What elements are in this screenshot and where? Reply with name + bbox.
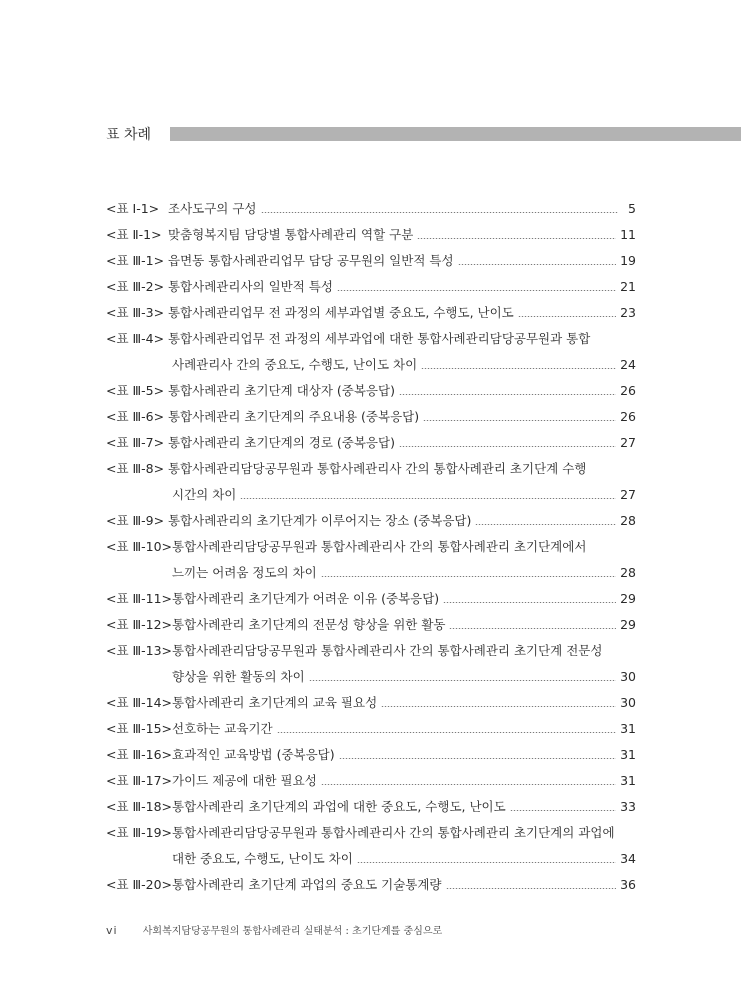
table-number: <표 Ⅲ-5> (106, 383, 165, 398)
toc-entry[interactable] (106, 742, 636, 768)
toc-entry[interactable] (106, 326, 636, 378)
table-number: <표 Ⅲ-11> (106, 591, 173, 606)
page-ref: 19 (620, 253, 636, 268)
dot-leader (399, 446, 616, 447)
dot-leader (337, 290, 616, 291)
dot-leader (339, 758, 616, 759)
table-title: 읍면동 통합사례관리업무 담당 공무원의 일반적 특성 (168, 253, 454, 268)
page-ref: 29 (620, 591, 636, 606)
toc-entry[interactable] (106, 300, 636, 326)
toc-entry-continuation (106, 482, 636, 508)
page-ref: 33 (620, 799, 636, 814)
toc-entry[interactable] (106, 586, 636, 612)
table-number: <표 Ⅲ-9> (106, 513, 165, 528)
dot-leader (381, 706, 616, 707)
toc-entry-line (106, 326, 636, 352)
table-title: 통합사례관리담당공무원과 통합사례관리사 간의 통합사례관리 초기단계의 과업에 (172, 825, 615, 840)
table-title: 통합사례관리 초기단계의 전문성 향상을 위한 활동 (172, 617, 446, 632)
table-title: 선호하는 교육기간 (172, 721, 273, 736)
toc-entry-line (106, 430, 636, 456)
page-title: 표 차례 (106, 127, 152, 143)
toc-entry[interactable] (106, 404, 636, 430)
page-ref: 34 (620, 851, 636, 866)
toc-entry-line (106, 456, 636, 482)
toc-entry-line (106, 820, 636, 846)
toc-entry[interactable] (106, 638, 636, 690)
toc-entry[interactable] (106, 378, 636, 404)
dot-leader (357, 862, 616, 863)
dot-leader (475, 524, 616, 525)
running-title: 사회복지담당공무원의 통합사례관리 실태분석 : 초기단계를 중심으로 (142, 926, 443, 937)
table-number: <표 Ⅲ-6> (106, 409, 165, 424)
table-title: 통합사례관리담당공무원과 통합사례관리사 간의 통합사례관리 초기단계 수행 (168, 461, 587, 476)
heading-bar (170, 127, 741, 141)
dot-leader (423, 420, 616, 421)
toc-entry-line (106, 794, 636, 820)
table-list (106, 196, 636, 898)
page-ref: 23 (620, 305, 636, 320)
table-title: 통합사례관리 초기단계 과업의 중요도 기술통계량 (172, 877, 442, 892)
dot-leader (446, 888, 617, 889)
toc-entry[interactable] (106, 196, 636, 222)
table-title: 통합사례관리사의 일반적 특성 (168, 279, 333, 294)
toc-entry[interactable] (106, 768, 636, 794)
table-title: 통합사례관리 초기단계의 주요내용 (중복응답) (168, 409, 420, 424)
table-title: 효과적인 교육방법 (중복응답) (172, 747, 335, 762)
dot-leader (240, 498, 616, 499)
toc-entry-continuation (106, 352, 636, 378)
table-title: 통합사례관리 초기단계의 과업에 대한 중요도, 수행도, 난이도 (172, 799, 506, 814)
dot-leader (443, 602, 616, 603)
table-number: <표 Ⅲ-19> (106, 825, 173, 840)
page-ref: 27 (620, 487, 636, 502)
table-title: 통합사례관리 초기단계가 어려운 이유 (중복응답) (172, 591, 440, 606)
page-ref: 11 (620, 227, 636, 242)
toc-entry-continuation (106, 560, 636, 586)
toc-entry[interactable] (106, 274, 636, 300)
table-number: <표 Ⅲ-10> (106, 539, 173, 554)
table-title: 느끼는 어려움 정도의 차이 (172, 565, 317, 580)
dot-leader (399, 394, 616, 395)
page-ref: 28 (620, 513, 636, 528)
page-ref: 24 (620, 357, 636, 372)
table-title: 통합사례관리업무 전 과정의 세부과업별 중요도, 수행도, 난이도 (168, 305, 514, 320)
toc-entry-line (106, 638, 636, 664)
page-ref: 30 (620, 695, 636, 710)
toc-entry[interactable] (106, 794, 636, 820)
toc-entry[interactable] (106, 612, 636, 638)
table-number: <표 Ⅲ-15> (106, 721, 173, 736)
table-number: <표 Ⅲ-8> (106, 461, 165, 476)
table-number: <표 Ⅲ-7> (106, 435, 165, 450)
table-title: 맞춤형복지팀 담당별 통합사례관리 역할 구분 (168, 227, 414, 242)
dot-leader (261, 212, 619, 213)
toc-entry[interactable] (106, 872, 636, 898)
toc-entry-line (106, 534, 636, 560)
page-ref: 26 (620, 409, 636, 424)
page-ref: 21 (620, 279, 636, 294)
dot-leader (458, 264, 617, 265)
toc-entry-line (106, 300, 636, 326)
table-number: <표 Ⅲ-12> (106, 617, 173, 632)
dot-leader (277, 732, 616, 733)
page-ref: 26 (620, 383, 636, 398)
table-number: <표 Ⅲ-16> (106, 747, 173, 762)
table-number: <표 Ⅲ-17> (106, 773, 173, 788)
dot-leader (321, 784, 616, 785)
page-ref: 5 (628, 201, 636, 216)
toc-entry[interactable] (106, 534, 636, 586)
table-number: <표 Ⅲ-18> (106, 799, 173, 814)
toc-entry-continuation (106, 664, 636, 690)
toc-entry[interactable] (106, 716, 636, 742)
toc-entry-line (106, 248, 636, 274)
table-number: <표 Ⅲ-3> (106, 305, 165, 320)
table-number: <표 Ⅰ-1> (106, 201, 160, 216)
dot-leader (449, 628, 616, 629)
toc-entry-line (106, 378, 636, 404)
toc-entry[interactable] (106, 222, 636, 248)
page-ref: 29 (620, 617, 636, 632)
toc-entry-line (106, 586, 636, 612)
dot-leader (518, 316, 616, 317)
page-footer (106, 922, 442, 937)
table-title: 대한 중요도, 수행도, 난이도 차이 (172, 851, 353, 866)
page-ref: 31 (620, 747, 636, 762)
toc-entry-line (106, 274, 636, 300)
toc-entry[interactable] (106, 690, 636, 716)
toc-entry-continuation (106, 846, 636, 872)
dot-leader (309, 680, 616, 681)
page-ref: 31 (620, 721, 636, 736)
table-number: <표 Ⅲ-14> (106, 695, 173, 710)
table-title: 사례관리사 간의 중요도, 수행도, 난이도 차이 (172, 357, 418, 372)
dot-leader (510, 810, 616, 811)
toc-entry-line (106, 742, 636, 768)
toc-entry-line (106, 872, 636, 898)
toc-entry[interactable] (106, 456, 636, 508)
dot-leader (417, 238, 616, 239)
table-title: 조사도구의 구성 (168, 201, 257, 216)
table-title: 통합사례관리담당공무원과 통합사례관리사 간의 통합사례관리 초기단계에서 (172, 539, 587, 554)
table-title: 통합사례관리 초기단계의 경로 (중복응답) (168, 435, 395, 450)
toc-entry[interactable] (106, 508, 636, 534)
toc-entry[interactable] (106, 248, 636, 274)
page-number: vi (106, 924, 118, 937)
toc-entry-line (106, 404, 636, 430)
table-number: <표 Ⅲ-4> (106, 331, 165, 346)
table-title: 시간의 차이 (172, 487, 237, 502)
page-ref: 28 (620, 565, 636, 580)
toc-entry-line (106, 222, 636, 248)
table-number: <표 Ⅲ-20> (106, 877, 173, 892)
table-title: 통합사례관리의 초기단계가 이루어지는 장소 (중복응답) (168, 513, 472, 528)
table-title: 가이드 제공에 대한 필요성 (172, 773, 317, 788)
page-ref: 36 (620, 877, 636, 892)
table-number: <표 Ⅱ-1> (106, 227, 162, 242)
table-title: 통합사례관리담당공무원과 통합사례관리사 간의 통합사례관리 초기단계 전문성 (172, 643, 603, 658)
table-number: <표 Ⅲ-1> (106, 253, 165, 268)
toc-entry-line (106, 612, 636, 638)
dot-leader (421, 368, 616, 369)
toc-entry-line (106, 768, 636, 794)
page-ref: 31 (620, 773, 636, 788)
dot-leader (321, 576, 616, 577)
toc-entry[interactable] (106, 820, 636, 872)
table-number: <표 Ⅲ-2> (106, 279, 165, 294)
table-title: 통합사례관리 초기단계 대상자 (중복응답) (168, 383, 395, 398)
toc-entry-line (106, 716, 636, 742)
table-number: <표 Ⅲ-13> (106, 643, 173, 658)
table-title: 통합사례관리 초기단계의 교육 필요성 (172, 695, 378, 710)
table-title: 향상을 위한 활동의 차이 (172, 669, 305, 684)
toc-entry-line (106, 508, 636, 534)
toc-entry-line (106, 690, 636, 716)
table-title: 통합사례관리업무 전 과정의 세부과업에 대한 통합사례관리담당공무원과 통합 (168, 331, 591, 346)
page-ref: 30 (620, 669, 636, 684)
toc-entry-line (106, 196, 636, 222)
toc-entry[interactable] (106, 430, 636, 456)
page-ref: 27 (620, 435, 636, 450)
